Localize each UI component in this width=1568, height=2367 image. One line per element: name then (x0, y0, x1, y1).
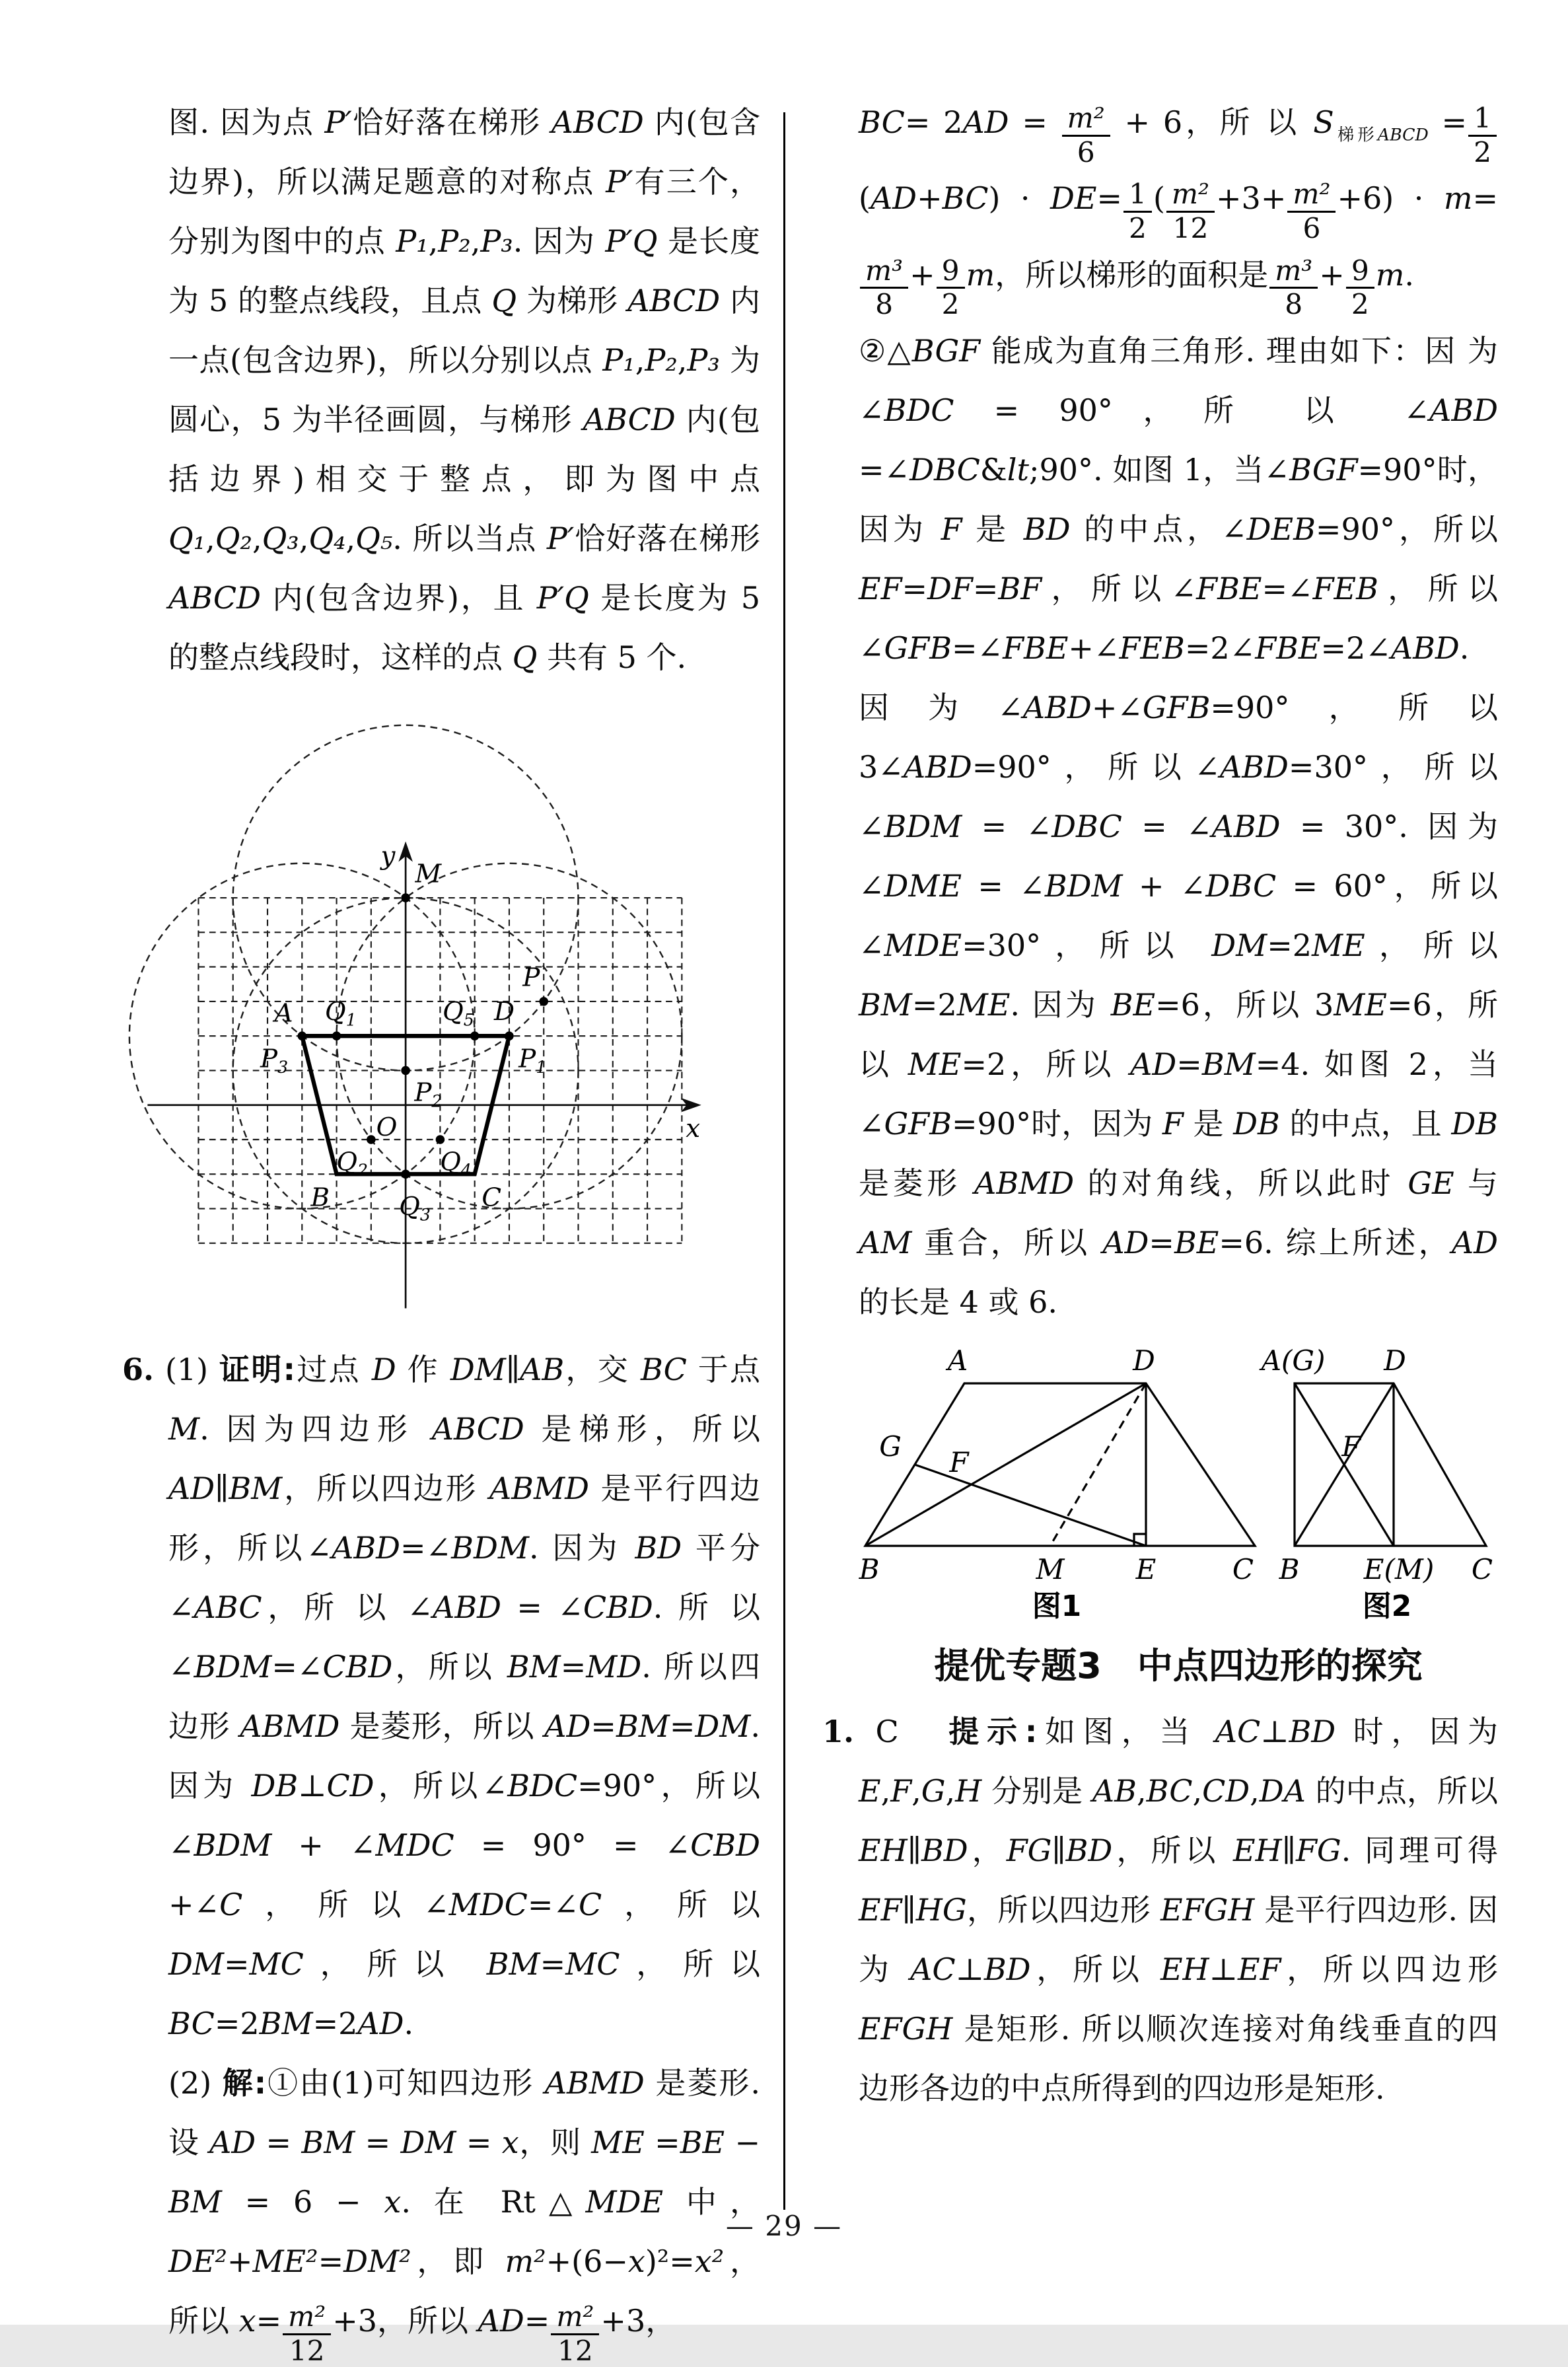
fig1-label-D: D (1133, 1344, 1155, 1377)
fig2-outline (1295, 1383, 1486, 1546)
coordinate-figure (116, 715, 717, 1316)
triangle-figure-1 (859, 1344, 1255, 1623)
trapezoid-area-paragraph: BC= 2AD = $\frac{\text{m²}}{6}$ + 6，所 以 $S_{梯形ABCD}$ = $\frac{1}{2}$ (AD+BC) · DE= $\frac{1}{2}$ ( $\frac{\text{m²}}{12}$ +3+ $\frac{\text{m²}}{6}$ +6) · m= $\frac{\text{m³}}{8}$ + $\frac{9}{2}$ m，所以梯形的面积是 $\frac{\text{m³}}{8}$ + $\frac{9}{2}$ m. (859, 102, 1499, 321)
solution-continued-paragraph: 图. 因为点 P′恰好落在梯形 ABCD 内(包含边界)，所以满足题意的对称点 P′有三个，分别为图中的点 P₁,P₂,P₃. 因为 P′Q 是长度为 5 的整点线段，且点 Q 为梯形 ABCD 内一点(包含边界)，所以分别以点 P₁,P₂,P₃ 为圆心，5 为半径画圆，与梯形 ABCD 内(包括边界)相交于整点，即为图中点 Q₁,Q₂,Q₃,Q₄,Q₅. 所以当点 P′恰好落在梯形 ABCD 内(包含边界)，且 P′Q 是长度为 5 的整点线段时，这样的点 Q 共有 5 个. (168, 104, 761, 675)
point-Q4 (436, 1135, 445, 1144)
fig1-label-G: G (879, 1430, 902, 1463)
point-Q5 (470, 1031, 480, 1040)
label-Q4: $Q_4$ (440, 1147, 472, 1180)
fig1-dashed-DM (1050, 1383, 1146, 1546)
item-6-part-2: (2) 解:①由(1)可知四边形 ABMD 是菱形. 设 AD = BM = DM = x，则 ME =BE − BM = 6 − x. 在 Rt△MDE 中，DE²+ME²=DM²，即 m²+(6−x)²=x²，所以 x= $\frac{\text{m²}}{12}$ +3，所以 AD= $\frac{\text{m²}}{12}$ +3， (168, 2065, 761, 2367)
fig1-label-C: C (1232, 1553, 1254, 1586)
point-Q3 (401, 1170, 410, 1179)
right-column (822, 92, 1499, 2118)
fig1-label-E: E (1135, 1553, 1157, 1586)
fig1-label-M: M (1036, 1553, 1065, 1586)
item-1-answer: 1. C 提示:如图，当 AC⊥BD 时，因为 E,F,G,H 分别是 AB,BC,CD,DA 的中点，所以 EH∥BD，FG∥BD，所以 EH∥FG. 同理可得 EF∥HG，所以四边形 EFGH 是平行四边形. 因为 AC⊥BD，所以 EH⊥EF，所以四边形 EFGH 是矩形. 所以顺次连接对角线垂直的四边形各边的中点所得到的四边形是矩形. (822, 1714, 1499, 2107)
label-P1: $P_1$ (518, 1044, 547, 1077)
fig1-label-B: B (859, 1553, 880, 1586)
fig2-caption: 图2 (1362, 1589, 1412, 1624)
label-P: P (522, 963, 540, 993)
label-Q5: $Q_5$ (443, 996, 474, 1030)
label-A: A (274, 998, 293, 1029)
point-M (401, 893, 410, 902)
fig2-label-B: B (1279, 1553, 1300, 1586)
fig2-label-C: C (1471, 1553, 1493, 1586)
point-Q2 (367, 1135, 376, 1144)
fig1-caption: 图1 (1032, 1589, 1082, 1624)
label-B: B (310, 1183, 330, 1213)
label-C: C (481, 1183, 502, 1213)
fig2-label-AG: A(G) (1261, 1344, 1326, 1377)
label-P2: $P_2$ (414, 1077, 443, 1111)
section-header: 提优专题3 中点四边形的探究 (934, 1645, 1423, 1687)
left-column (122, 92, 761, 2367)
fig2-label-D: D (1384, 1344, 1406, 1377)
right-angle-case-paragraph: ②△BGF 能成为直角三角形. 理由如下：因 为 ∠BDC = 90°，所 以 ∠ABD =∠DBC&lt;90°. 如图 1，当∠BGF=90°时，因为 F 是 BD 的中点，∠DEB=90°，所以 EF=DF=BF，所以∠FBE=∠FEB，所以∠GFB=∠FBE+∠FEB=2∠FBE=2∠ABD. 因为∠ABD+∠GFB=90°，所以 3∠ABD=90°，所以∠ABD=30°，所以∠BDM = ∠DBC = ∠ABD = 30°. 因为∠DME = ∠BDM + ∠DBC = 60°，所以∠MDE=30°，所以 DM=2ME，所以 BM=2ME. 因为 BE=6，所以 3ME=6，所以 ME=2，所以 AD=BM=4. 如图 2，当∠GFB=90°时，因为 F 是 DB 的中点，且 DB 是菱形 ABMD 的对角线，所以此时 GE 与 AM 重合，所以 AD=BE=6. 综上所述，AD 的长是 4 或 6. (859, 333, 1499, 1321)
label-P3: $P_3$ (260, 1044, 289, 1077)
fig1-trapezoid-outline (865, 1383, 1255, 1546)
label-y-axis: y (380, 841, 396, 871)
label-O: O (376, 1112, 398, 1142)
triangle-figures (859, 1344, 1498, 1624)
page-number: — 29 — (725, 2210, 843, 2242)
label-Q1: $Q_1$ (324, 996, 357, 1030)
point-Q1 (332, 1031, 341, 1040)
column-divider (783, 112, 785, 2210)
label-x-axis: x (686, 1113, 701, 1144)
label-Q3: $Q_3$ (399, 1192, 431, 1225)
fig1-label-F: F (949, 1446, 969, 1479)
fig2-label-EM: E(M) (1363, 1553, 1435, 1586)
triangle-figure-2 (1259, 1344, 1493, 1623)
point-A (298, 1031, 307, 1040)
point-P (539, 997, 548, 1006)
figure-labels (260, 842, 700, 1225)
fig1-label-A: A (947, 1344, 968, 1377)
label-D: D (494, 996, 515, 1027)
point-P2 (401, 1066, 410, 1075)
label-M: M (415, 859, 442, 889)
fig1-diagonal-BD (865, 1383, 1146, 1546)
fig2-label-F: F (1341, 1430, 1361, 1463)
axes (147, 842, 701, 1309)
label-Q2: $Q_2$ (336, 1147, 369, 1180)
point-D (505, 1031, 514, 1040)
item-6-part-1: 6. (1) 证明:过点 D 作 DM∥AB，交 BC 于点 M. 因为四边形 ABCD 是梯形，所以 AD∥BM，所以四边形 ABMD 是平行四边形，所以∠ABD=∠BDM. 因为 BD 平分∠ABC，所 以 ∠ABD = ∠CBD. 所 以∠BDM=∠CBD，所以 BM=MD. 所以四边形 ABMD 是菱形，所以 AD=BM=DM. 因为 DB⊥CD，所以∠BDC=90°，所以∠BDM + ∠MDC = 90° = ∠CBD +∠C，所以∠MDC=∠C，所以 DM=MC，所以 BM=MC，所以 BC=2BM=2AD. (122, 1352, 761, 2041)
